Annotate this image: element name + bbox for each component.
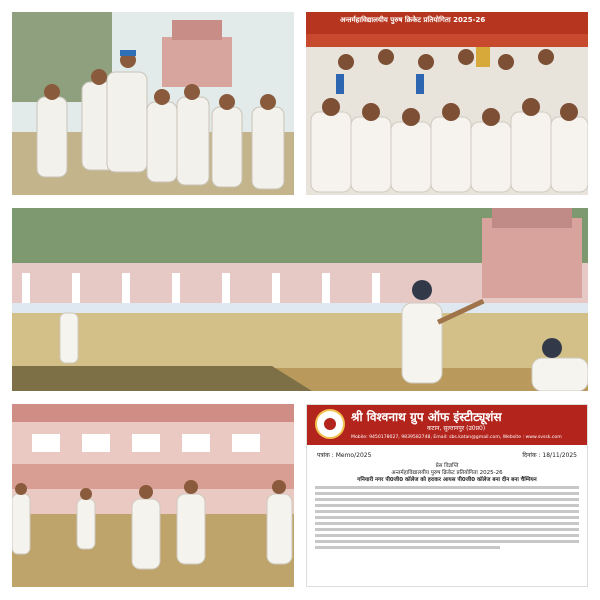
institution-contact: Mobile: 9450178027, 9839582748, Email: sbs.katan@gmail.com, Website : www.svssk.com [351, 435, 562, 440]
institution-logo-icon [315, 409, 345, 439]
batting-action-photo [12, 208, 588, 391]
press-subheading: अन्तर्महाविद्यालयीय पुरुष क्रिकेट प्रतियोगिता 2025-26 [391, 470, 503, 476]
memo-date: दिनांक : 18/11/2025 [522, 452, 577, 459]
document-header [307, 405, 587, 445]
press-release-document [306, 404, 588, 587]
press-body [315, 483, 579, 552]
trophy-banner-text: अन्तर्महाविद्यालयीय पुरुष क्रिकेट प्रतियोगिता 2025-26 [340, 16, 486, 24]
institution-name: श्री विश्वनाथ ग्रुप ऑफ इंस्टीट्यूशंस [351, 410, 502, 424]
trophy-team-photo [306, 12, 588, 195]
team-celebration-photo [12, 12, 294, 195]
fielding-celebration-photo [12, 404, 294, 587]
institution-address: कटान, सुल्तानपुर (उ0प्र0) [427, 425, 486, 432]
memo-ref: पत्रांक : Memo/2025 [317, 452, 372, 459]
press-headline: गनियारी नगर पी0जी0 कॉलेज को हराकर आयस पी0जी0 कॉलेज बना दीन बना चैम्पियन [357, 477, 537, 483]
press-heading: प्रेस विज्ञप्ति [435, 463, 459, 469]
